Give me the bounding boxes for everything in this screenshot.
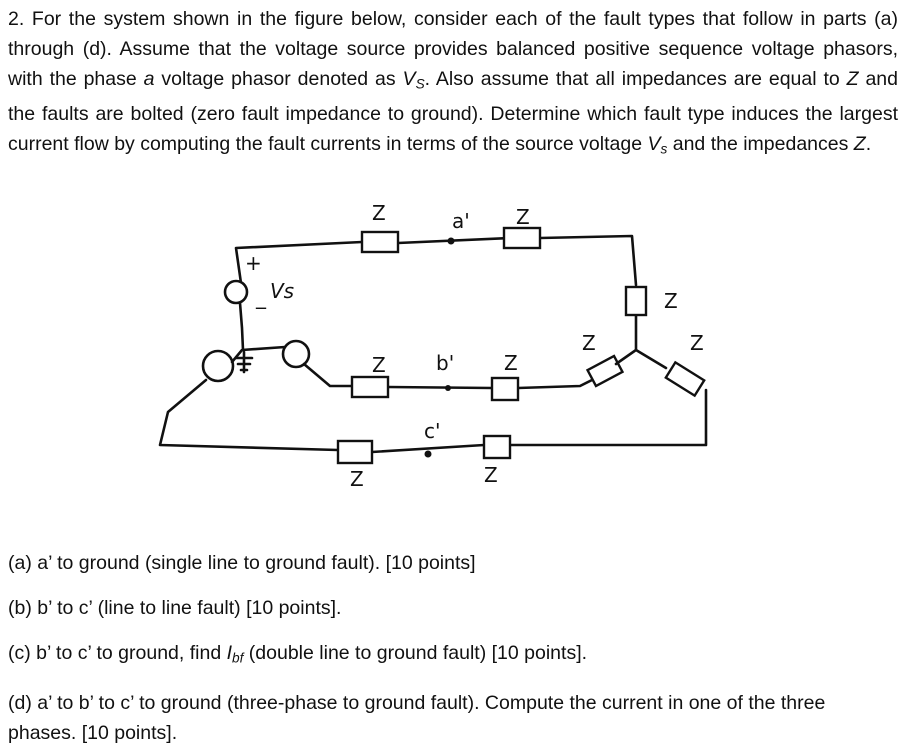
impedance-a-2 (504, 228, 540, 248)
node-c-dot (425, 451, 432, 458)
phase-variable: a (143, 68, 155, 90)
problem-text-4: and the faults are bolted (zero fault impedance to ground). Determine which fault type induces the largest current flow by computing the fault currents in terms of the source voltage (8, 68, 898, 156)
z-label-c-load: Z (690, 331, 704, 355)
node-a-dot (448, 238, 455, 245)
vs-symbol-2 (647, 133, 667, 155)
phase-c-source-icon (203, 351, 233, 381)
load-neutral-wires (616, 350, 666, 368)
ibf-symbol (227, 642, 244, 664)
phase-b-wire (304, 364, 352, 386)
phase-b-wire-right (518, 378, 596, 388)
z-variable: Z (846, 68, 859, 90)
source-to-neutral-wire (240, 303, 243, 350)
node-b-label: b' (436, 351, 455, 375)
question-parts (8, 548, 898, 748)
node-c-label: c' (424, 419, 441, 443)
phase-c-wire-right (510, 390, 706, 445)
source-plus-label: + (245, 251, 262, 275)
vs2-main: V (647, 133, 661, 156)
problem-text-2: voltage phasor denoted as (154, 68, 403, 90)
impedance-c-load (666, 362, 704, 395)
impedance-a-1 (362, 232, 398, 252)
ibf-subscript: bf (232, 650, 244, 666)
vs-main: V (402, 68, 416, 90)
node-a-label: a' (452, 209, 470, 233)
part-c-text-1: (c) b’ to c’ to ground, find (8, 642, 227, 664)
z-label-b1: Z (372, 353, 386, 377)
part-c-text-2: (double line to ground fault) [10 points]. (243, 642, 588, 664)
part-a: (a) a’ to ground (single line to ground fault). [10 points] (8, 552, 476, 574)
phase-b-wire-mid (388, 387, 492, 388)
vs-subscript: S (415, 76, 425, 92)
ibf-main: I (226, 642, 232, 664)
circuit-diagram (0, 190, 903, 520)
phase-c-wire (160, 380, 338, 450)
neutral-wires (232, 347, 285, 362)
problem-text-6: . (865, 133, 872, 156)
impedance-b-load (588, 356, 623, 386)
z-label-b-load: Z (582, 331, 596, 355)
vs-symbol (403, 68, 425, 90)
z-label-a2: Z (516, 205, 530, 229)
part-c (8, 638, 898, 673)
node-b-dot (445, 385, 451, 391)
problem-text-1: 2. For the system shown in the figure below, consider each of the fault types that follow in parts (a) through (d). Assume that the voltage source provides balanced positive sequence voltage phasors, with the phase (8, 8, 898, 90)
z-label-c2: Z (484, 463, 498, 487)
part-b: (b) b’ to c’ (line to line fault) [10 points]. (8, 597, 342, 619)
source-vs-label: Vs (270, 279, 295, 303)
voltage-source-icon (225, 281, 247, 303)
z-label-b2: Z (504, 351, 518, 375)
impedance-c-2 (484, 436, 510, 458)
z-variable-2: Z (853, 133, 866, 156)
z-label-a-load: Z (664, 289, 678, 313)
z-label-c1: Z (350, 467, 364, 491)
source-minus-label: _ (256, 285, 266, 309)
vs2-subscript: s (660, 141, 668, 157)
phase-a-wire-right (540, 236, 636, 285)
z-label-a1: Z (372, 201, 386, 225)
impedance-a-load (626, 287, 646, 315)
phase-b-source-icon (283, 341, 309, 367)
part-d: (d) a’ to b’ to c’ to ground (three-phase to ground fault). Compute the current in one of the three phases. [10 points]. (8, 692, 826, 745)
impedance-b-1 (352, 377, 388, 397)
problem-statement (8, 4, 898, 165)
problem-text-3: . Also assume that all impedances are equal to (424, 68, 847, 90)
impedance-b-2 (492, 378, 518, 400)
circuit-figure (0, 190, 903, 520)
impedance-c-1 (338, 441, 372, 463)
problem-text-5: and the impedances (667, 133, 854, 156)
